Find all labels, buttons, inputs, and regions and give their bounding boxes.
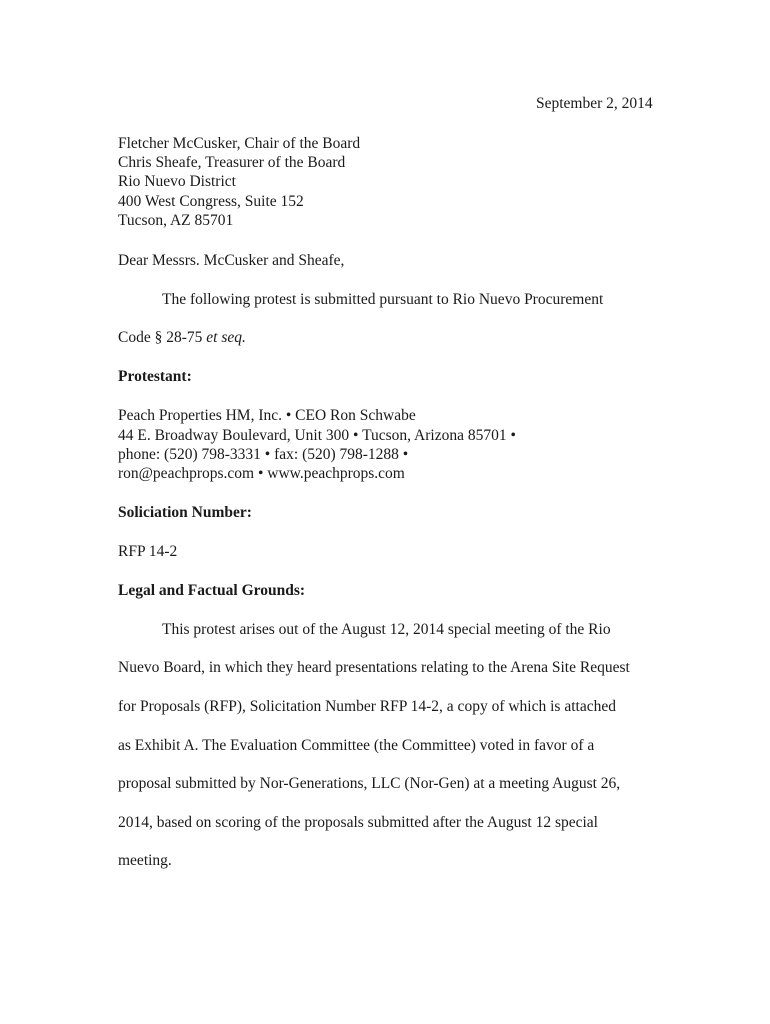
protestant-heading: Protestant: — [118, 368, 192, 385]
grounds-line: proposal submitted by Nor-Generations, LLC (Nor-Gen) at a meeting August 26, — [118, 775, 621, 792]
recipient-line: Rio Nuevo District — [118, 173, 236, 190]
salutation: Dear Messrs. McCusker and Sheafe, — [118, 252, 345, 269]
intro-line: The following protest is submitted pursuant to Rio Nuevo Procurement — [162, 291, 604, 308]
intro-line-citation — [118, 328, 246, 347]
recipient-line: Tucson, AZ 85701 — [118, 212, 234, 229]
grounds-line: 2014, based on scoring of the proposals submitted after the August 12 special — [118, 814, 598, 831]
grounds-line: as Exhibit A. The Evaluation Committee (the Committee) voted in favor of a — [118, 737, 595, 754]
grounds-line: This protest arises out of the August 12, 2014 special meeting of the Rio — [162, 621, 611, 638]
letter-date: September 2, 2014 — [536, 95, 653, 112]
grounds-line: Nuevo Board, in which they heard presentations relating to the Arena Site Request — [118, 659, 630, 676]
recipient-line: 400 West Congress, Suite 152 — [118, 193, 304, 210]
grounds-line: for Proposals (RFP), Solicitation Number RFP 14-2, a copy of which is attached — [118, 698, 616, 715]
grounds-line: meeting. — [118, 852, 172, 869]
recipient-line: Fletcher McCusker, Chair of the Board — [118, 135, 361, 152]
recipient-line: Chris Sheafe, Treasurer of the Board — [118, 154, 346, 171]
citation-et-seq: et seq. — [206, 329, 246, 346]
solicitation-heading: Soliciation Number: — [118, 504, 252, 521]
protestant-line: phone: (520) 798-3331 • fax: (520) 798-1288 • — [118, 446, 409, 463]
protestant-line: 44 E. Broadway Boulevard, Unit 300 • Tucson, Arizona 85701 • — [118, 427, 516, 444]
protestant-line: Peach Properties HM, Inc. • CEO Ron Schwabe — [118, 407, 416, 424]
grounds-heading: Legal and Factual Grounds: — [118, 582, 306, 599]
solicitation-number: RFP 14-2 — [118, 543, 178, 560]
citation-code: Code § 28-75 — [118, 329, 207, 346]
protestant-line: ron@peachprops.com • www.peachprops.com — [118, 465, 405, 482]
